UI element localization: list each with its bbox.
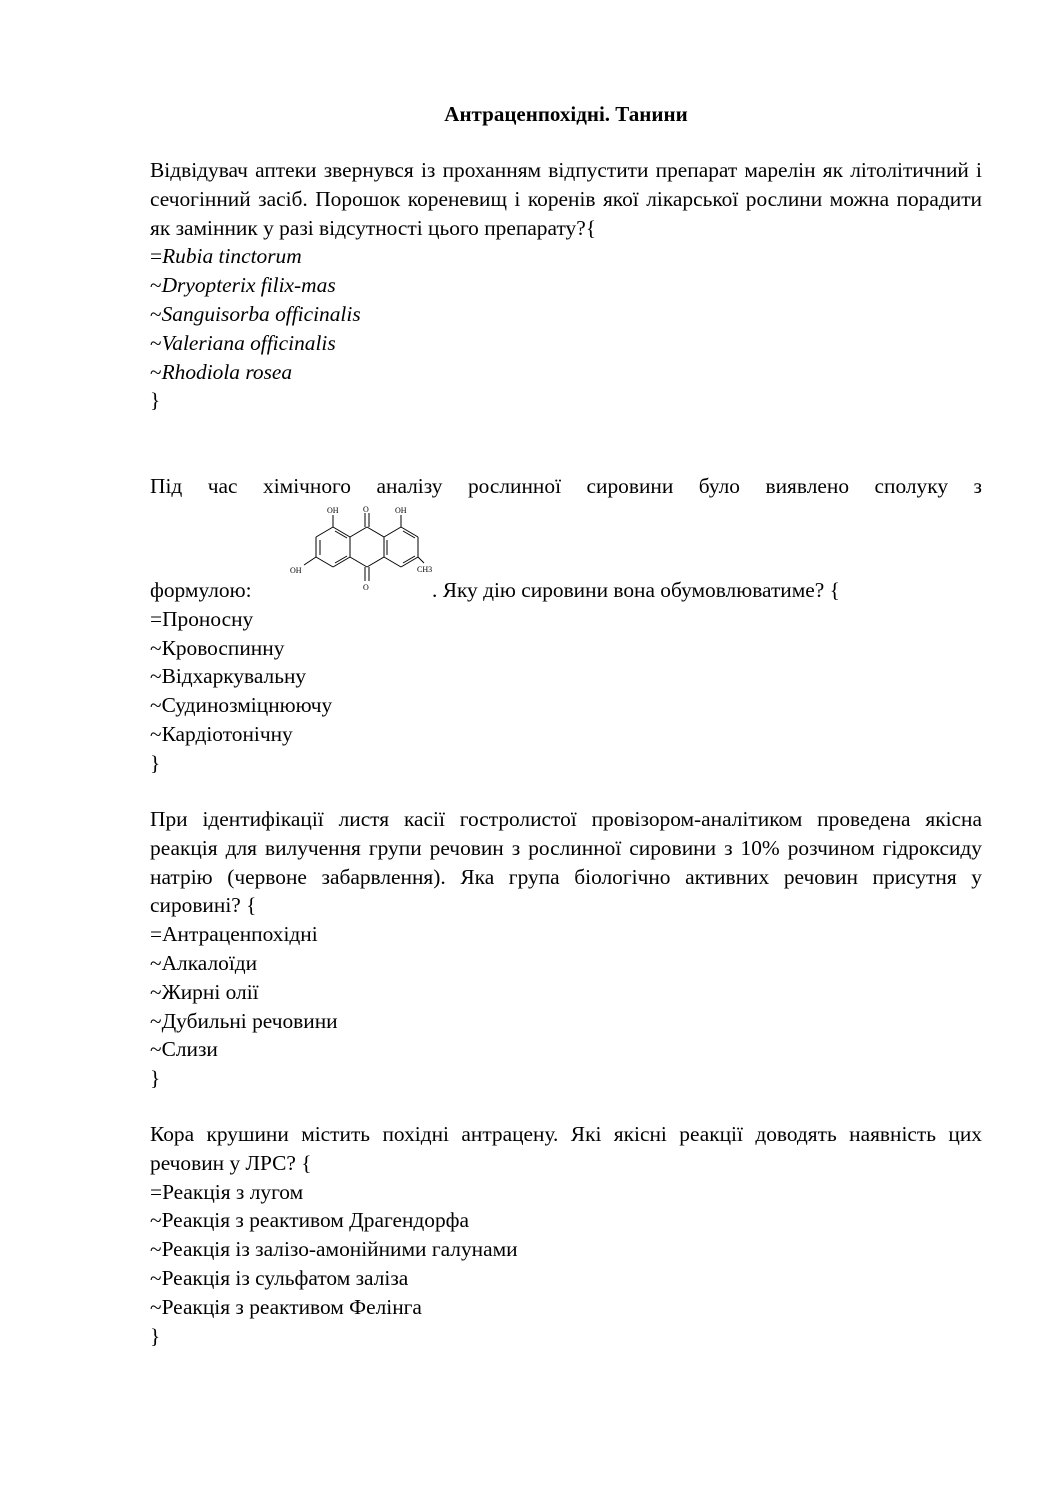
answer-option: ~Кровоспинну <box>150 635 285 660</box>
answer-text: Valeriana officinalis <box>161 330 336 355</box>
answer-option: ~Жирні олії <box>150 979 259 1004</box>
answer-option <box>150 271 982 300</box>
answer-text: Rubia tinctorum <box>162 244 302 269</box>
answer-option: ~Слизи <box>150 1037 218 1062</box>
question-stem: При ідентифікації листя касії гостролистої провізором-аналітиком проведена якісна реакція для вилучення групи речовин з рослинної сировини з 10% розчином гідроксиду натрію (червоне забарвлення). Яка група біологічно активних речовин присутня у сировині? { <box>150 807 982 918</box>
answer-option: ~Реакція з реактивом Драгендорфа <box>150 1208 470 1233</box>
answer-text: Dryopterix filix-mas <box>161 273 336 298</box>
closing-brace: } <box>150 1066 161 1091</box>
answer-prefix: ~ <box>150 330 162 355</box>
answer-text: Rhodiola rosea <box>161 359 293 384</box>
question-4 <box>150 1120 982 1350</box>
atom-o-bottom: O <box>363 582 369 592</box>
question-1 <box>150 156 982 415</box>
answer-option <box>150 358 982 387</box>
closing-brace: } <box>150 1323 161 1348</box>
answer-option: ~Реакція із залізо-амонійними галунами <box>150 1237 518 1262</box>
atom-oh-top-right: OH <box>395 505 407 515</box>
formula-label: формулою: <box>150 578 252 602</box>
atom-oh-top-left: OH <box>327 505 339 515</box>
question-2 <box>150 472 982 778</box>
answer-prefix: ~ <box>150 273 162 298</box>
answer-option: =Реакція з лугом <box>150 1179 304 1204</box>
question-stem: Відвідувач аптеки звернувся із проханням відпустити препарат марелін як літолітичний і сечогінний засіб. Порошок кореневищ і коренів якої лікарської рослини можна порадити як замінник у разі відсутності цього препарату?{ <box>150 158 982 240</box>
answer-option: ~Реакція з реактивом Фелінга <box>150 1294 422 1319</box>
answer-prefix: = <box>150 244 163 269</box>
answer-option: =Проносну <box>150 606 254 631</box>
closing-brace: } <box>150 750 161 775</box>
answer-option: ~Відхаркувальну <box>150 664 307 689</box>
atom-o-top: O <box>363 504 369 514</box>
answer-option: =Антраценпохідні <box>150 922 318 947</box>
answer-prefix: ~ <box>150 359 162 384</box>
answer-option <box>150 300 982 329</box>
answer-option: ~Судинозміцнюючу <box>150 693 333 718</box>
answer-option <box>150 242 982 271</box>
atom-ch3: CH3 <box>417 564 433 574</box>
question-stem: Кора крушини містить похідні антрацену. Які якісні реакції доводять наявність цих речовин у ЛРС? { <box>150 1122 982 1175</box>
answer-option <box>150 329 982 358</box>
atom-oh-bottom-left: OH <box>290 565 302 575</box>
formula-row <box>150 501 982 605</box>
answer-option: ~Кардіотонічну <box>150 721 293 746</box>
answer-prefix: ~ <box>150 301 162 326</box>
page-title: Антраценпохідні. Танини <box>444 102 688 126</box>
formula-question-text: . Яку дію сировини вона обумовлюватиме? { <box>432 578 840 602</box>
question-stem: Під час хімічного аналізу рослинної сировини було виявлено сполуку з <box>150 474 982 498</box>
answer-option: ~Дубильні речовини <box>150 1008 338 1033</box>
answer-option: ~Алкалоїди <box>150 950 258 975</box>
answer-option: ~Реакція із сульфатом заліза <box>150 1265 409 1290</box>
question-3 <box>150 805 982 1093</box>
closing-brace: } <box>150 388 161 413</box>
chemical-structure-diagram <box>286 505 434 599</box>
answer-text: Sanguisorba officinalis <box>161 301 361 326</box>
